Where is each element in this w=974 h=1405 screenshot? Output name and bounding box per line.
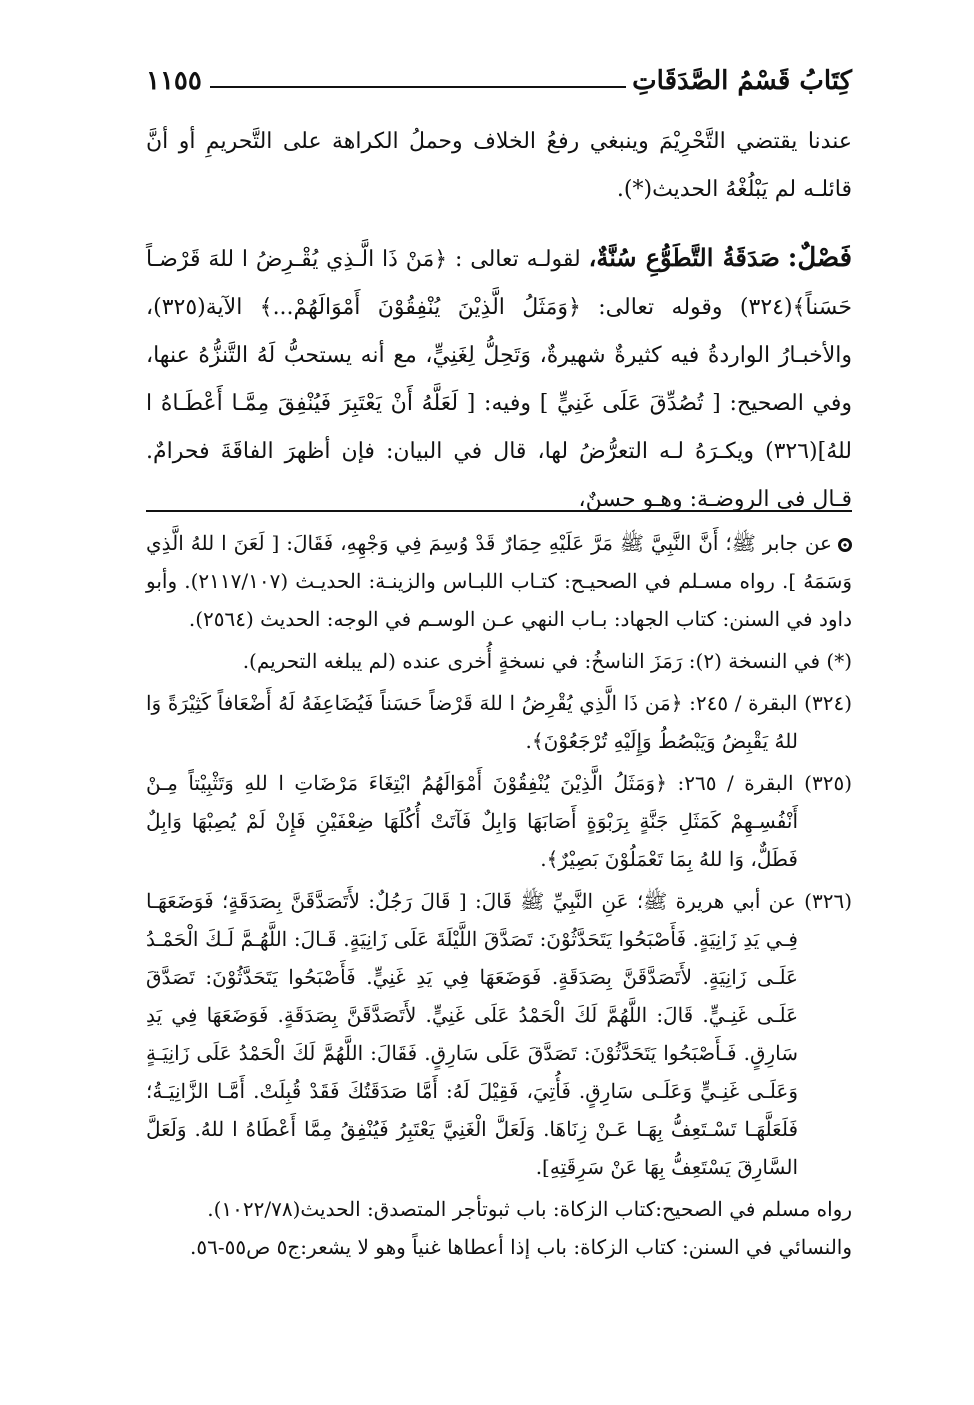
paragraph-2 (146, 234, 852, 524)
footnote-324 (146, 684, 852, 760)
footnote-hadith-jabir (146, 524, 852, 638)
footnote-star (146, 642, 852, 680)
footnote-326-source-1: رواه مسلم في الصحيح:كتاب الزكاة: باب ثبوتأجر المتصدق: الحديث(١٠٢٢/٧٨). (207, 1197, 852, 1221)
paragraph-1: عندنا يقتضي التَّحْرِيْمَ وينبغي رفعُ الخلاف وحملُ الكراهة على التَّحريمِ أو أنَّ قائلـه لم يَبْلُغْهُ الحديث(*). (146, 129, 852, 202)
footnote-325 (146, 764, 852, 878)
footnote-326-text: عن أبي هريرة ﷺ؛ عَنِ النَّبِيِّ ﷺ قَالَ: [ قَالَ رَجُلٌ: لأَتَصَدَّقَنَّ بِصَدَقَةٍ؛ فَوَضَعَهَـا فِـي يَدِ زَانِيَةٍ. فَأَصْبَحُوا يَتَحَدَّثُوْنَ: تَصَدَّقَ اللَّيْلَةَ عَلَى زَانِيَةٍ. قَـالَ: اللَّهُـمَّ لَـكَ الْحَمْـدُ عَلَـى زَانِيَةٍ. لأَتَصَدَّقَنَّ بِصَدَقَةٍ. فَوَضَعَهَا فِي يَدِ غَنِيٍّ. فَأَصْبَحُوا يَتَحَدَّثُوْنَ: تَصَدَّقَ عَلَـى غَنِـيٍّ. قَالَ: اللَّهُمَّ لَكَ الْحَمْدُ عَلَى غَنِيٍّ. لأَتَصَدَّقَنَّ بِصَدَقَةٍ. فَوَضَعَهَا فِي يَدِ سَارِقٍ. فَـأَصْبَحُوا يَتَحَدَّثُوْنَ: تَصَدَّقَ عَلَى سَارِقٍ. فَقَالَ: اللَّهُمَّ لَكَ الْحَمْدُ عَلَى زَانِيَـةٍ وَعَلَـى غَنِـيٍّ وَعَلَـى سَارِقٍ. فَأُتِيَ، فَقِيْلَ لَهُ: أَمَّا صَدَقَتُكَ فَقَدْ قُبِلَتْ. أَمَّـا الزَّانِيَـةُ؛ فَلَعَلَّهَـا تَسْـتَعِفُّ بِهَـا عَـنْ زِنَاهَا. وَلَعَلَّ الْغَنِيَّ يَعْتَبِرُ فَيُنْفِقُ مِمَّا أَعْطَاهُ ا للهُ. وَلَعَلَّ السَّارِقَ يَسْتَعِفُّ بِهَا عَنْ سَرِقَتِهِ]. (146, 889, 799, 1179)
footnote-325-text: البقرة / ٢٦٥: ﴿وَمَثَلُ الَّذِيْنَ يُنْفِقُوْنَ أَمْوَالَهُمُ ابْتِغَاءَ مَرْضَاتِ ا للهِ وَتَثْبِيْتاً مِـنْ أَنْفُسِـهِمْ كَمَثَلِ جَنَّةٍ بِرَبْوَةٍ أَصَابَهَا وَابِلٌ فَآتَتْ أُكُلَهَا ضِعْفَيْنِ فَإِنْ لَمْ يُصِبْهَا وَابِلٌ فَطَلٌّ، وَا للهُ بِمَا تَعْمَلُوْنَ بَصِيْرٌ﴾. (146, 771, 798, 871)
footnote-divider (146, 510, 852, 512)
footnote-326-number: (٣٢٦) (804, 889, 852, 913)
bullet-icon (838, 538, 852, 552)
footnote-star-marker: (*) (826, 649, 852, 673)
footnote-hadith-jabir-text: عن جابر ﷺ؛ أَنَّ النَّبِيَّ ﷺ مَرَّ عَلَيْهِ حِمَارٌ قَدْ وُسِمَ فِي وَجْهِهِ، فَقَالَ: [ لَعَنَ ا للهُ الَّذِي وَسَمَهُ ]. رواه مسـلم في الصحيـح: كتـاب اللبـاس والزينـة: الحديـث (٢١١٧/١٠٧). وأبو داود في السنن: كتاب الجهاد: بـاب النهي عـن الوسـم في الوجه: الحديث (٢٥٦٤). (146, 531, 852, 631)
header-rule (210, 86, 626, 88)
footnote-324-number: (٣٢٤) (804, 691, 852, 715)
section-label: فَصْلٌ: (787, 243, 852, 273)
section-title: صَدَقَةُ التَّطَوُّعِ سُنَّةٌ، (588, 243, 780, 272)
paragraph-2-body: لقولـه تعالى : ﴿مَنْ ذَا الَّـذِي يُقْـرِضُ ا للهَ قَرْضـاً حَسَناً﴾(٣٢٤) وقوله تعالى: ﴿وَمَثَلُ الَّذِيْنَ يُنْفِقُوْنَ أَمْوَالَهُمْ...﴾ الآية(٣٢٥)، والأخبـارُ الواردةُ فيه كثيرةٌ شهيرةٌ، وَتَحِلُّ لِغَنِيٍّ، مع أنه يستحبُّ لَهُ التَّنزُّهُ عنها، وفي الصحيح: [ تُصُدِّقَ عَلَى غَنِيٍّ ] وفيه: [ لَعَلَّهُ أَنْ يَعْتَبِرَ فَيُنْفِقَ مِمَّـا أَعْطَـاهُ ا للهُ](٣٢٦) ويكـرَهُ لـه التعرُّضُ لها، قال في البيان: فإن أظهرَ الفاقَةَ فحرامٌ. قـال في الروضـة: وهـو حسنٌ، (146, 247, 852, 512)
footnote-326-source-2: والنسائي في السنن: كتاب الزكاة: باب إذا أعطاها غنياً وهو لا يشعر:ج٥ ص٥٥-٥٦. (190, 1235, 852, 1259)
header-title: كِتَابُ قَسْمُ الصَّدَقَاتِ (632, 66, 852, 96)
main-text (146, 118, 852, 524)
footnotes (146, 524, 852, 1266)
footnote-324-text: البقرة / ٢٤٥: ﴿مَن ذَا الَّذِي يُقْرِضُ ا للهَ قَرْضاً حَسَناً فَيُضَاعِفَهُ لَهُ أَضْعَافاً كَثِيْرَةً وَا للهُ يَقْبِضُ وَيَبْصُطُ وَإِلَيْهِ تُرْجَعُوْنَ﴾. (146, 691, 798, 753)
running-header (146, 56, 852, 96)
footnote-325-number: (٣٢٥) (804, 771, 852, 795)
footnote-326 (146, 882, 852, 1186)
page-number: ١١٥٥ (146, 66, 202, 96)
footnote-star-text: في النسخة (٢): رَمَزَ الناسخُ: في نسخةٍ أُخرى عنده (لم يبلغه التحريم). (242, 649, 821, 673)
